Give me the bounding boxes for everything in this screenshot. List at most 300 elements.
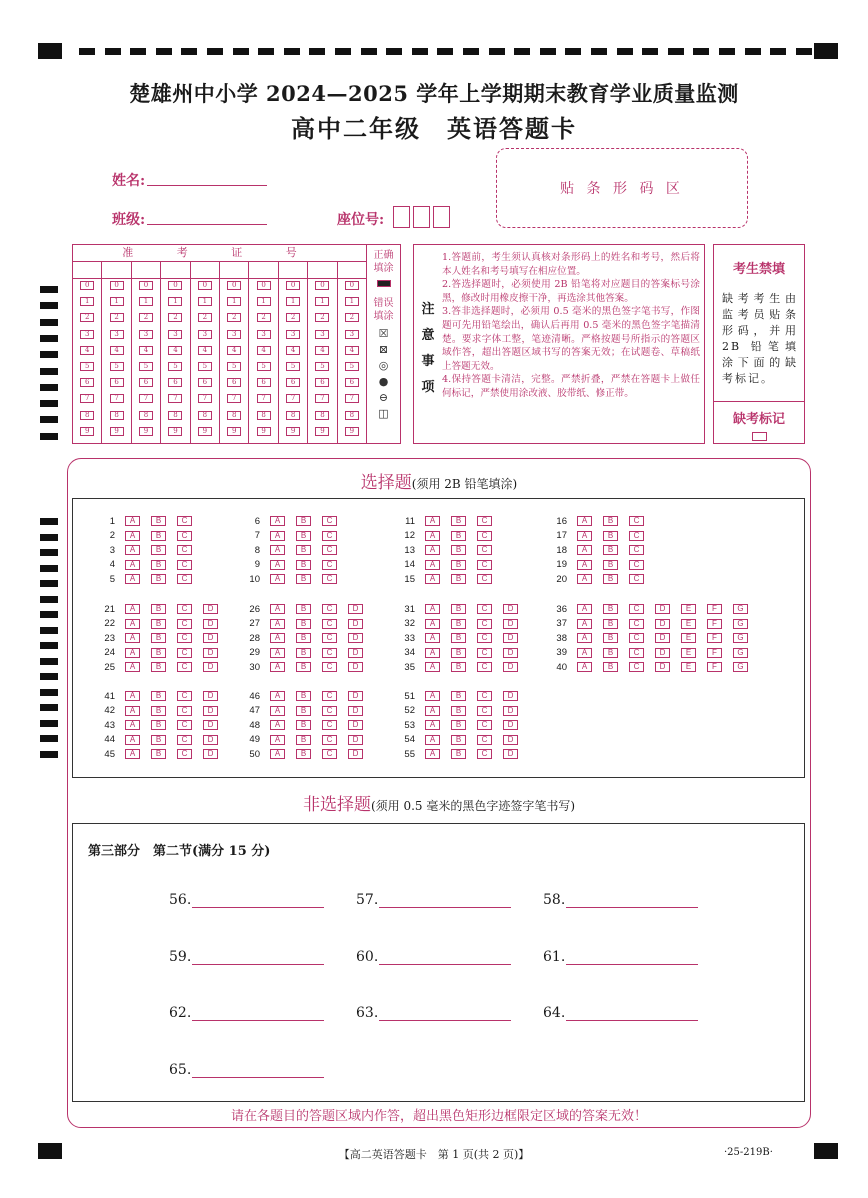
exam-id-bubble[interactable]: 7 — [139, 394, 153, 403]
exam-id-bubble[interactable]: 6 — [315, 378, 329, 387]
option-bubble[interactable]: D — [655, 633, 670, 643]
option-bubble[interactable]: B — [296, 749, 311, 759]
option-bubble[interactable]: C — [177, 691, 192, 701]
option-bubble[interactable]: C — [177, 545, 192, 555]
option-bubble[interactable]: C — [322, 633, 337, 643]
exam-id-bubble[interactable]: 8 — [139, 411, 153, 420]
exam-id-bubble[interactable]: 6 — [80, 378, 94, 387]
option-bubble[interactable]: B — [603, 662, 618, 672]
exam-id-bubble[interactable]: 4 — [227, 346, 241, 355]
option-bubble[interactable]: F — [707, 662, 722, 672]
option-bubble[interactable]: D — [203, 648, 218, 658]
option-bubble[interactable]: D — [348, 735, 363, 745]
option-bubble[interactable]: B — [296, 531, 311, 541]
option-bubble[interactable]: B — [296, 735, 311, 745]
option-bubble[interactable]: A — [270, 706, 285, 716]
option-bubble[interactable]: B — [603, 604, 618, 614]
exam-id-bubble[interactable]: 7 — [345, 394, 359, 403]
option-bubble[interactable]: C — [322, 560, 337, 570]
exam-id-bubble[interactable]: 2 — [198, 313, 212, 322]
option-bubble[interactable]: C — [629, 662, 644, 672]
exam-id-bubble[interactable]: 3 — [227, 330, 241, 339]
option-bubble[interactable]: B — [151, 619, 166, 629]
option-bubble[interactable]: F — [707, 633, 722, 643]
option-bubble[interactable]: D — [203, 720, 218, 730]
answer-line[interactable] — [356, 949, 511, 965]
option-bubble[interactable]: D — [203, 604, 218, 614]
exam-id-bubble[interactable]: 0 — [315, 281, 329, 290]
option-bubble[interactable]: A — [125, 706, 140, 716]
exam-id-bubble[interactable]: 4 — [139, 346, 153, 355]
seat-box[interactable] — [433, 206, 450, 228]
option-bubble[interactable]: B — [451, 545, 466, 555]
exam-id-bubble[interactable]: 6 — [257, 378, 271, 387]
option-bubble[interactable]: A — [425, 648, 440, 658]
option-bubble[interactable]: D — [203, 691, 218, 701]
option-bubble[interactable]: G — [733, 633, 748, 643]
exam-id-bubble[interactable]: 1 — [139, 297, 153, 306]
seat-box[interactable] — [413, 206, 430, 228]
exam-id-bubble[interactable]: 3 — [345, 330, 359, 339]
option-bubble[interactable]: B — [451, 560, 466, 570]
option-bubble[interactable]: A — [125, 735, 140, 745]
answer-blank[interactable] — [379, 893, 511, 908]
option-bubble[interactable]: D — [503, 706, 518, 716]
exam-id-bubble[interactable]: 4 — [80, 346, 94, 355]
option-bubble[interactable]: B — [296, 574, 311, 584]
option-bubble[interactable]: C — [322, 706, 337, 716]
option-bubble[interactable]: E — [681, 662, 696, 672]
option-bubble[interactable]: D — [503, 662, 518, 672]
option-bubble[interactable]: B — [603, 633, 618, 643]
option-bubble[interactable]: C — [322, 604, 337, 614]
option-bubble[interactable]: C — [477, 574, 492, 584]
exam-id-bubble[interactable]: 4 — [168, 346, 182, 355]
option-bubble[interactable]: D — [503, 619, 518, 629]
option-bubble[interactable]: C — [629, 545, 644, 555]
option-bubble[interactable]: B — [451, 720, 466, 730]
exam-id-bubble[interactable]: 6 — [198, 378, 212, 387]
option-bubble[interactable]: A — [425, 619, 440, 629]
option-bubble[interactable]: D — [203, 735, 218, 745]
exam-id-bubble[interactable]: 0 — [110, 281, 124, 290]
exam-id-bubble[interactable]: 1 — [257, 297, 271, 306]
answer-blank[interactable] — [379, 950, 511, 965]
option-bubble[interactable]: A — [425, 691, 440, 701]
option-bubble[interactable]: C — [177, 735, 192, 745]
exam-id-bubble[interactable]: 6 — [110, 378, 124, 387]
option-bubble[interactable]: C — [477, 691, 492, 701]
exam-id-bubble[interactable]: 9 — [257, 427, 271, 436]
option-bubble[interactable]: B — [151, 560, 166, 570]
exam-id-bubble[interactable]: 5 — [257, 362, 271, 371]
option-bubble[interactable]: B — [151, 662, 166, 672]
exam-id-bubble[interactable]: 6 — [286, 378, 300, 387]
option-bubble[interactable]: D — [203, 633, 218, 643]
option-bubble[interactable]: A — [425, 720, 440, 730]
exam-id-bubble[interactable]: 7 — [110, 394, 124, 403]
exam-id-bubble[interactable]: 3 — [80, 330, 94, 339]
exam-id-bubble[interactable]: 3 — [139, 330, 153, 339]
option-bubble[interactable]: F — [707, 619, 722, 629]
exam-id-bubble[interactable]: 2 — [286, 313, 300, 322]
option-bubble[interactable]: B — [296, 633, 311, 643]
option-bubble[interactable]: C — [177, 574, 192, 584]
option-bubble[interactable]: B — [603, 516, 618, 526]
exam-id-bubble[interactable]: 8 — [110, 411, 124, 420]
exam-id-bubble[interactable]: 4 — [110, 346, 124, 355]
option-bubble[interactable]: A — [577, 560, 592, 570]
exam-id-bubble[interactable]: 6 — [139, 378, 153, 387]
exam-id-bubble[interactable]: 4 — [257, 346, 271, 355]
exam-id-bubble[interactable]: 2 — [168, 313, 182, 322]
exam-id-bubble[interactable]: 8 — [80, 411, 94, 420]
class-field[interactable] — [147, 207, 267, 225]
option-bubble[interactable]: A — [577, 633, 592, 643]
seat-box[interactable] — [393, 206, 410, 228]
option-bubble[interactable]: G — [733, 662, 748, 672]
option-bubble[interactable]: C — [477, 516, 492, 526]
option-bubble[interactable]: E — [681, 633, 696, 643]
exam-id-bubble[interactable]: 4 — [345, 346, 359, 355]
option-bubble[interactable]: C — [629, 648, 644, 658]
option-bubble[interactable]: A — [577, 545, 592, 555]
option-bubble[interactable]: B — [296, 662, 311, 672]
exam-id-bubble[interactable]: 1 — [315, 297, 329, 306]
option-bubble[interactable]: D — [503, 749, 518, 759]
option-bubble[interactable]: A — [270, 633, 285, 643]
option-bubble[interactable]: A — [270, 749, 285, 759]
option-bubble[interactable]: D — [348, 662, 363, 672]
option-bubble[interactable]: D — [503, 604, 518, 614]
exam-id-bubble[interactable]: 0 — [286, 281, 300, 290]
option-bubble[interactable]: C — [477, 619, 492, 629]
answer-line[interactable] — [169, 892, 324, 908]
exam-id-bubble[interactable]: 0 — [168, 281, 182, 290]
option-bubble[interactable]: B — [451, 662, 466, 672]
option-bubble[interactable]: A — [125, 720, 140, 730]
answer-blank[interactable] — [566, 893, 698, 908]
exam-id-bubble[interactable]: 9 — [345, 427, 359, 436]
option-bubble[interactable]: B — [451, 516, 466, 526]
option-bubble[interactable]: D — [348, 706, 363, 716]
option-bubble[interactable]: D — [348, 633, 363, 643]
option-bubble[interactable]: A — [125, 560, 140, 570]
option-bubble[interactable]: C — [477, 648, 492, 658]
option-bubble[interactable]: C — [177, 560, 192, 570]
exam-id-bubble[interactable]: 2 — [139, 313, 153, 322]
option-bubble[interactable]: B — [451, 691, 466, 701]
option-bubble[interactable]: B — [296, 720, 311, 730]
option-bubble[interactable]: C — [477, 720, 492, 730]
option-bubble[interactable]: A — [125, 619, 140, 629]
option-bubble[interactable]: B — [296, 706, 311, 716]
option-bubble[interactable]: C — [322, 648, 337, 658]
option-bubble[interactable]: B — [151, 633, 166, 643]
exam-id-bubble[interactable]: 4 — [315, 346, 329, 355]
exam-id-bubble[interactable]: 7 — [315, 394, 329, 403]
exam-id-bubble[interactable]: 9 — [227, 427, 241, 436]
exam-id-bubble[interactable]: 3 — [198, 330, 212, 339]
option-bubble[interactable]: B — [451, 648, 466, 658]
option-bubble[interactable]: D — [503, 633, 518, 643]
option-bubble[interactable]: C — [177, 531, 192, 541]
option-bubble[interactable]: A — [270, 648, 285, 658]
option-bubble[interactable]: C — [322, 516, 337, 526]
exam-id-write-cell[interactable] — [132, 262, 161, 278]
option-bubble[interactable]: A — [125, 633, 140, 643]
option-bubble[interactable]: B — [451, 574, 466, 584]
option-bubble[interactable]: D — [348, 604, 363, 614]
option-bubble[interactable]: C — [322, 574, 337, 584]
exam-id-bubble[interactable]: 5 — [286, 362, 300, 371]
option-bubble[interactable]: B — [451, 706, 466, 716]
option-bubble[interactable]: A — [125, 749, 140, 759]
option-bubble[interactable]: B — [151, 749, 166, 759]
exam-id-bubble[interactable]: 7 — [168, 394, 182, 403]
option-bubble[interactable]: A — [270, 720, 285, 730]
option-bubble[interactable]: A — [270, 516, 285, 526]
exam-id-write-cell[interactable] — [308, 262, 337, 278]
option-bubble[interactable]: D — [655, 662, 670, 672]
option-bubble[interactable]: D — [203, 662, 218, 672]
exam-id-bubble[interactable]: 8 — [345, 411, 359, 420]
option-bubble[interactable]: A — [270, 531, 285, 541]
answer-line[interactable] — [356, 892, 511, 908]
option-bubble[interactable]: D — [655, 648, 670, 658]
option-bubble[interactable]: B — [451, 633, 466, 643]
exam-id-write-cell[interactable] — [338, 262, 366, 278]
option-bubble[interactable]: C — [629, 619, 644, 629]
option-bubble[interactable]: D — [503, 720, 518, 730]
option-bubble[interactable]: D — [655, 619, 670, 629]
option-bubble[interactable]: B — [151, 604, 166, 614]
exam-id-bubble[interactable]: 9 — [139, 427, 153, 436]
exam-id-write-cell[interactable] — [102, 262, 131, 278]
exam-id-write-cell[interactable] — [249, 262, 278, 278]
option-bubble[interactable]: D — [348, 749, 363, 759]
option-bubble[interactable]: B — [151, 531, 166, 541]
exam-id-bubble[interactable]: 5 — [198, 362, 212, 371]
option-bubble[interactable]: A — [577, 604, 592, 614]
exam-id-bubble[interactable]: 2 — [80, 313, 94, 322]
option-bubble[interactable]: B — [151, 691, 166, 701]
option-bubble[interactable]: C — [477, 735, 492, 745]
option-bubble[interactable]: C — [177, 633, 192, 643]
option-bubble[interactable]: B — [296, 691, 311, 701]
option-bubble[interactable]: B — [603, 545, 618, 555]
option-bubble[interactable]: C — [322, 735, 337, 745]
option-bubble[interactable]: A — [425, 516, 440, 526]
option-bubble[interactable]: C — [177, 749, 192, 759]
option-bubble[interactable]: C — [477, 604, 492, 614]
exam-id-bubble[interactable]: 2 — [345, 313, 359, 322]
option-bubble[interactable]: A — [125, 516, 140, 526]
option-bubble[interactable]: G — [733, 648, 748, 658]
exam-id-write-cell[interactable] — [279, 262, 308, 278]
option-bubble[interactable]: B — [151, 648, 166, 658]
option-bubble[interactable]: D — [503, 648, 518, 658]
exam-id-bubble[interactable]: 0 — [257, 281, 271, 290]
option-bubble[interactable]: B — [151, 735, 166, 745]
option-bubble[interactable]: A — [577, 574, 592, 584]
option-bubble[interactable]: B — [451, 531, 466, 541]
exam-id-write-cell[interactable] — [73, 262, 102, 278]
exam-id-bubble[interactable]: 9 — [315, 427, 329, 436]
name-field[interactable] — [147, 168, 267, 186]
option-bubble[interactable]: B — [603, 619, 618, 629]
exam-id-bubble[interactable]: 5 — [110, 362, 124, 371]
option-bubble[interactable]: B — [296, 560, 311, 570]
answer-line[interactable] — [543, 892, 698, 908]
exam-id-bubble[interactable]: 1 — [198, 297, 212, 306]
option-bubble[interactable]: C — [629, 560, 644, 570]
answer-line[interactable] — [169, 1005, 324, 1021]
option-bubble[interactable]: C — [177, 662, 192, 672]
option-bubble[interactable]: B — [151, 516, 166, 526]
exam-id-bubble[interactable]: 0 — [345, 281, 359, 290]
exam-id-bubble[interactable]: 2 — [257, 313, 271, 322]
exam-id-write-cell[interactable] — [191, 262, 220, 278]
answer-blank[interactable] — [192, 950, 324, 965]
exam-id-bubble[interactable]: 1 — [168, 297, 182, 306]
option-bubble[interactable]: C — [177, 706, 192, 716]
option-bubble[interactable]: A — [270, 574, 285, 584]
option-bubble[interactable]: B — [151, 545, 166, 555]
option-bubble[interactable]: B — [296, 648, 311, 658]
exam-id-bubble[interactable]: 6 — [345, 378, 359, 387]
option-bubble[interactable]: A — [425, 604, 440, 614]
exam-id-bubble[interactable]: 2 — [315, 313, 329, 322]
exam-id-write-cell[interactable] — [220, 262, 249, 278]
answer-blank[interactable] — [192, 1063, 324, 1078]
exam-id-bubble[interactable]: 9 — [168, 427, 182, 436]
exam-id-bubble[interactable]: 4 — [286, 346, 300, 355]
option-bubble[interactable]: A — [425, 545, 440, 555]
exam-id-bubble[interactable]: 5 — [315, 362, 329, 371]
exam-id-bubble[interactable]: 0 — [139, 281, 153, 290]
option-bubble[interactable]: C — [322, 749, 337, 759]
option-bubble[interactable]: A — [425, 735, 440, 745]
answer-line[interactable] — [356, 1005, 511, 1021]
option-bubble[interactable]: A — [270, 691, 285, 701]
option-bubble[interactable]: A — [577, 531, 592, 541]
exam-id-bubble[interactable]: 8 — [198, 411, 212, 420]
option-bubble[interactable]: D — [503, 735, 518, 745]
option-bubble[interactable]: C — [322, 720, 337, 730]
option-bubble[interactable]: C — [477, 662, 492, 672]
option-bubble[interactable]: C — [477, 706, 492, 716]
option-bubble[interactable]: B — [151, 706, 166, 716]
exam-id-bubble[interactable]: 8 — [227, 411, 241, 420]
option-bubble[interactable]: A — [270, 545, 285, 555]
exam-id-bubble[interactable]: 5 — [345, 362, 359, 371]
option-bubble[interactable]: G — [733, 604, 748, 614]
exam-id-bubble[interactable]: 0 — [198, 281, 212, 290]
option-bubble[interactable]: A — [125, 604, 140, 614]
option-bubble[interactable]: A — [425, 531, 440, 541]
option-bubble[interactable]: A — [577, 516, 592, 526]
option-bubble[interactable]: A — [270, 604, 285, 614]
option-bubble[interactable]: C — [477, 531, 492, 541]
option-bubble[interactable]: B — [296, 516, 311, 526]
option-bubble[interactable]: B — [296, 604, 311, 614]
answer-blank[interactable] — [566, 950, 698, 965]
exam-id-bubble[interactable]: 2 — [227, 313, 241, 322]
exam-id-bubble[interactable]: 9 — [286, 427, 300, 436]
answer-blank[interactable] — [192, 1006, 324, 1021]
exam-id-bubble[interactable]: 1 — [286, 297, 300, 306]
option-bubble[interactable]: A — [270, 560, 285, 570]
option-bubble[interactable]: D — [203, 706, 218, 716]
option-bubble[interactable]: D — [503, 691, 518, 701]
option-bubble[interactable]: C — [629, 633, 644, 643]
exam-id-bubble[interactable]: 1 — [345, 297, 359, 306]
option-bubble[interactable]: B — [451, 604, 466, 614]
option-bubble[interactable]: B — [151, 574, 166, 584]
option-bubble[interactable]: C — [177, 720, 192, 730]
exam-id-bubble[interactable]: 8 — [286, 411, 300, 420]
option-bubble[interactable]: A — [425, 574, 440, 584]
option-bubble[interactable]: C — [177, 516, 192, 526]
exam-id-bubble[interactable]: 6 — [227, 378, 241, 387]
option-bubble[interactable]: B — [451, 735, 466, 745]
option-bubble[interactable]: A — [125, 531, 140, 541]
option-bubble[interactable]: A — [270, 619, 285, 629]
option-bubble[interactable]: A — [425, 560, 440, 570]
answer-blank[interactable] — [192, 893, 324, 908]
option-bubble[interactable]: C — [177, 604, 192, 614]
option-bubble[interactable]: B — [296, 545, 311, 555]
exam-id-bubble[interactable]: 5 — [80, 362, 94, 371]
answer-line[interactable] — [169, 949, 324, 965]
option-bubble[interactable]: B — [451, 619, 466, 629]
exam-id-bubble[interactable]: 2 — [110, 313, 124, 322]
option-bubble[interactable]: A — [125, 648, 140, 658]
option-bubble[interactable]: E — [681, 604, 696, 614]
exam-id-bubble[interactable]: 3 — [257, 330, 271, 339]
exam-id-bubble[interactable]: 8 — [168, 411, 182, 420]
option-bubble[interactable]: A — [577, 662, 592, 672]
answer-blank[interactable] — [379, 1006, 511, 1021]
option-bubble[interactable]: F — [707, 648, 722, 658]
option-bubble[interactable]: C — [322, 531, 337, 541]
option-bubble[interactable]: A — [125, 574, 140, 584]
exam-id-bubble[interactable]: 0 — [80, 281, 94, 290]
exam-id-bubble[interactable]: 6 — [168, 378, 182, 387]
option-bubble[interactable]: C — [322, 662, 337, 672]
option-bubble[interactable]: A — [270, 735, 285, 745]
exam-id-bubble[interactable]: 8 — [257, 411, 271, 420]
option-bubble[interactable]: B — [151, 720, 166, 730]
exam-id-bubble[interactable]: 3 — [286, 330, 300, 339]
option-bubble[interactable]: D — [348, 691, 363, 701]
exam-id-bubble[interactable]: 5 — [139, 362, 153, 371]
exam-id-bubble[interactable]: 9 — [198, 427, 212, 436]
exam-id-bubble[interactable]: 5 — [227, 362, 241, 371]
option-bubble[interactable]: C — [477, 633, 492, 643]
option-bubble[interactable]: B — [603, 574, 618, 584]
option-bubble[interactable]: A — [125, 691, 140, 701]
option-bubble[interactable]: E — [681, 648, 696, 658]
option-bubble[interactable]: D — [655, 604, 670, 614]
answer-blank[interactable] — [566, 1006, 698, 1021]
option-bubble[interactable]: C — [629, 516, 644, 526]
option-bubble[interactable]: B — [603, 560, 618, 570]
exam-id-bubble[interactable]: 1 — [110, 297, 124, 306]
option-bubble[interactable]: D — [348, 648, 363, 658]
answer-line[interactable] — [543, 1005, 698, 1021]
